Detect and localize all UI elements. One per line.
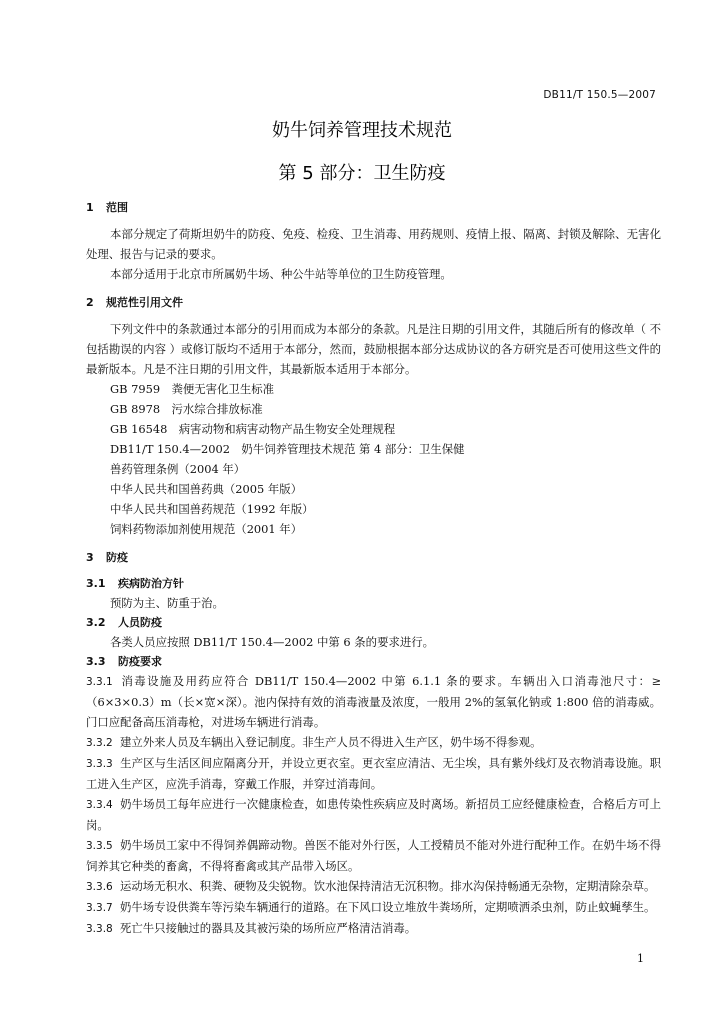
- section-title: 范围: [106, 201, 128, 214]
- clause-text: 消毒设施及用药应符合 DB11/T 150.4—2002 中第 6.1.1 条的要求。车辆出入口消毒池尺寸：≥（6×3×0.3）m（长×宽×深）。池内保持有效的消毒液量及浓度，一般用 2%的氢氧化钠或 1:800 倍的消毒威。门口应配备高压消毒枪，对进场车辆进行消毒。: [86, 674, 661, 729]
- section-title: 防疫: [106, 551, 128, 564]
- clause-text: 死亡牛只接触过的器具及其被污染的场所应严格清洁消毒。: [120, 921, 417, 935]
- section-heading: [86, 197, 661, 219]
- paragraph: 预防为主、防重于治。: [110, 596, 224, 610]
- paragraph: 各类人员应按照 DB11/T 150.4—2002 中第 6 条的要求进行。: [110, 635, 435, 649]
- clause-number: 3.3.7: [86, 902, 113, 914]
- section-heading: [86, 547, 661, 569]
- paragraph: 本部分规定了荷斯坦奶牛的防疫、免疫、检疫、卫生消毒、用药规则、疫情上报、隔离、封锁及解除、无害化处理、报告与记录的要求。: [86, 227, 661, 261]
- clause-number: 3.3.8: [86, 923, 113, 935]
- subsection-title: 人员防疫: [118, 616, 162, 629]
- subsection-number: 3.2: [86, 616, 106, 629]
- reference-item: 兽药管理条例（2004 年）: [110, 462, 246, 476]
- paragraph: 本部分适用于北京市所属奶牛场、种公牛站等单位的卫生防疫管理。: [110, 267, 452, 281]
- reference-item: GB 16548 病害动物和病害动物产品生物安全处理规程: [110, 422, 396, 436]
- clause-text: 奶牛场员工家中不得饲养偶蹄动物。兽医不能对外行医，人工授精员不能对外进行配种工作。在奶牛场不得饲养其它种类的畜禽，不得将畜禽或其产品带入场区。: [86, 838, 661, 873]
- document-body: [86, 197, 661, 939]
- reference-item: GB 7959 粪便无害化卫生标准: [110, 382, 274, 396]
- section-number: 1: [86, 201, 94, 214]
- clause-item: [86, 794, 661, 835]
- subsection-heading: [86, 574, 661, 593]
- reference-item: GB 8978 污水综合排放标准: [110, 402, 263, 416]
- subsection-title: 防疫要求: [118, 655, 162, 668]
- clause-item: [86, 732, 661, 753]
- subsection-heading: [86, 652, 661, 671]
- clause-number: 3.3.1: [86, 676, 113, 688]
- clause-number: 3.3.2: [86, 737, 113, 749]
- reference-item: 中华人民共和国兽药典（2005 年版）: [110, 482, 303, 496]
- subsection-heading: [86, 613, 661, 632]
- clause-number: 3.3.3: [86, 758, 113, 770]
- clause-text: 运动场无积水、积粪、硬物及尖锐物。饮水池保持清洁无沉积物。排水沟保持畅通无杂物，定期清除杂草。: [120, 879, 656, 893]
- clause-number: 3.3.4: [86, 799, 113, 811]
- clause-item: [86, 897, 661, 918]
- page-number: 1: [637, 952, 644, 965]
- reference-item: 中华人民共和国兽药规范（1992 年版）: [110, 502, 314, 516]
- clause-number: 3.3.5: [86, 840, 113, 852]
- clause-item: [86, 918, 661, 939]
- section-heading: [86, 292, 661, 314]
- clause-item: [86, 835, 661, 876]
- document-title: 奶牛饲养管理技术规范: [272, 120, 452, 141]
- subsection-number: 3.3: [86, 655, 106, 668]
- clause-item: [86, 753, 661, 794]
- clause-text: 生产区与生活区间应隔离分开，并设立更衣室。更衣室应清洁、无尘埃，具有紫外线灯及衣物消毒设施。职工进入生产区，应洗手消毒，穿戴工作服，并穿过消毒间。: [86, 756, 661, 791]
- clause-text: 奶牛场专设供粪车等污染车辆通行的道路。在下风口设立堆放牛粪场所，定期喷洒杀虫剂，防止蚊蝇孳生。: [120, 900, 656, 914]
- paragraph: 下列文件中的条款通过本部分的引用而成为本部分的条款。凡是注日期的引用文件，其随后所有的修改单（ 不包括勘误的内容 ）或修订版均不适用于本部分，然而，鼓励根据本部分达成协议的各方研究是否可使用这些文件的最新版本。凡是不注日期的引用文件，其最新版本适用于本部分。: [86, 322, 661, 376]
- document-code: DB11/T 150.5—2007: [543, 89, 656, 101]
- document-subtitle: 第 5 部分：卫生防疫: [278, 163, 446, 184]
- section-title: 规范性引用文件: [106, 296, 183, 309]
- reference-item: 饲料药物添加剂使用规范（2001 年）: [110, 522, 303, 536]
- subsection-title: 疾病防治方针: [118, 577, 184, 590]
- clause-item: [86, 876, 661, 897]
- reference-item: DB11/T 150.4—2002 奶牛饲养管理技术规范 第 4 部分：卫生保健: [110, 442, 465, 456]
- section-number: 3: [86, 551, 94, 564]
- clause-text: 奶牛场员工每年应进行一次健康检查，如患传染性疾病应及时离场。新招员工应经健康检查，合格后方可上岗。: [86, 797, 661, 832]
- clause-number: 3.3.6: [86, 881, 113, 893]
- clause-item: [86, 671, 661, 732]
- clause-text: 建立外来人员及车辆出入登记制度。非生产人员不得进入生产区，奶牛场不得参观。: [120, 735, 542, 749]
- section-number: 2: [86, 296, 94, 309]
- subsection-number: 3.1: [86, 577, 106, 590]
